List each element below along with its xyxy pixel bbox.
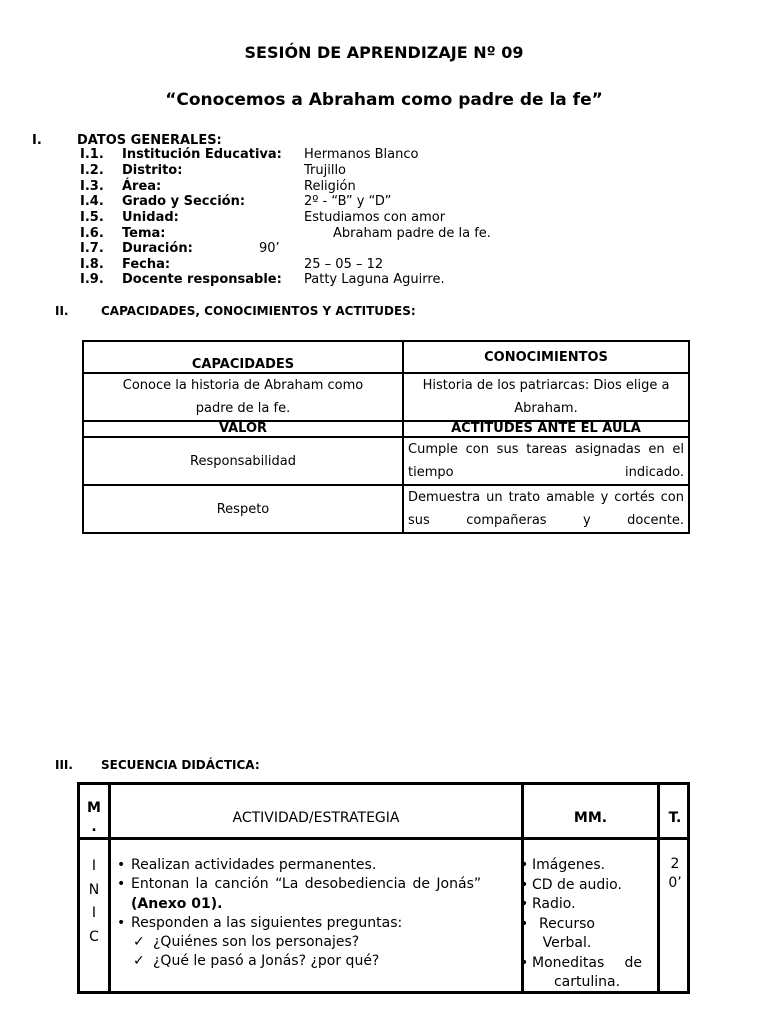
datos-row-value: Patty Laguna Aguirre.: [304, 272, 445, 287]
check-icon: ✓: [133, 934, 145, 950]
header-valor: VALOR: [83, 421, 403, 437]
moment-letters: [80, 855, 108, 949]
header-actividad: ACTIVIDAD/ESTRATEGIA: [232, 810, 400, 826]
datos-row-number: I.7.: [80, 241, 104, 256]
actitud-cell: Cumple con sus tareas asignadas en el tiempo indicado.: [403, 437, 689, 485]
datos-row-number: I.2.: [80, 163, 104, 178]
time-line: 2: [670, 856, 680, 872]
datos-row-label: Grado y Sección:: [122, 194, 246, 209]
datos-row: [80, 257, 540, 273]
activity-item: • Realizan actividades permanentes.: [117, 856, 515, 875]
moment-letter: C: [89, 928, 99, 945]
material-item: Imágenes.: [532, 857, 606, 873]
datos-row: [80, 147, 540, 163]
capacidad-cell: Conoce la historia de Abraham como padre de la fe.: [83, 373, 403, 421]
datos-row: [80, 210, 540, 226]
datos-row-value: Religión: [304, 179, 356, 194]
secuencia-table: [77, 782, 690, 994]
header-capacidades: CAPACIDADES: [83, 341, 403, 373]
valor-cell: Responsabilidad: [83, 437, 403, 485]
datos-row-value: 25 – 05 – 12: [304, 257, 384, 272]
datos-row: [80, 241, 540, 257]
datos-row-number: I.8.: [80, 257, 104, 272]
datos-row-label: Docente responsable:: [122, 272, 282, 287]
moment-letter: I: [91, 858, 97, 874]
moment-letter: N: [88, 881, 100, 898]
datos-row-label: Duración:: [122, 241, 193, 256]
capacidades-table: [82, 340, 690, 534]
question-item: [117, 952, 515, 971]
page-title: SESIÓN DE APRENDIZAJE Nº 09: [244, 43, 524, 62]
datos-row-label: Unidad:: [122, 210, 179, 225]
datos-row: [80, 272, 540, 288]
anexo-label: (Anexo 01).: [131, 896, 223, 912]
section2-number: II.: [55, 304, 69, 318]
material-item: Radio.: [532, 896, 576, 912]
valor-cell: Respeto: [83, 485, 403, 533]
datos-row-label: Fecha:: [122, 257, 171, 272]
datos-row-number: I.9.: [80, 272, 104, 287]
header-mm: MM.: [573, 810, 608, 826]
header-actitudes: ACTITUDES ANTE EL AULA: [403, 421, 689, 437]
datos-row-label: Área:: [122, 179, 162, 194]
header-m: M: [87, 800, 101, 816]
actitud-cell: Demuestra un trato amable y cortés con sus compañeras y docente.: [403, 485, 689, 533]
check-icon: ✓: [133, 953, 145, 969]
datos-row-label: Tema:: [122, 226, 166, 241]
datos-row: [80, 179, 540, 195]
section1-number: I.: [32, 133, 42, 148]
material-item: Recurso Verbal.: [539, 915, 595, 951]
datos-row-number: I.4.: [80, 194, 104, 209]
material-item: Moneditas de cartulina.: [532, 954, 642, 990]
time-cell: [660, 855, 690, 893]
datos-row-label: Distrito:: [122, 163, 183, 178]
question-text: ¿Quiénes son los personajes?: [153, 934, 360, 950]
section2-title: CAPACIDADES, CONOCIMIENTOS Y ACTITUDES:: [101, 304, 416, 318]
time-line: 0’: [668, 875, 682, 891]
header-m-dot: .: [91, 819, 97, 835]
datos-row-label: Institución Educativa:: [122, 147, 282, 162]
question-item: [117, 933, 515, 952]
header-t: T.: [668, 810, 682, 826]
datos-row: [80, 163, 540, 179]
datos-row-value: 2º - “B” y “D”: [304, 194, 392, 209]
activity-item: • Entonan la canción “La desobediencia de Jonás”: [117, 875, 515, 894]
section3-number: III.: [55, 758, 73, 772]
section1-title: DATOS GENERALES:: [77, 133, 222, 148]
activity-item: • Responden a las siguientes preguntas:: [117, 914, 515, 933]
section3-title: SECUENCIA DIDÁCTICA:: [101, 758, 260, 772]
datos-row-value: 90’: [259, 241, 280, 256]
datos-row-number: I.6.: [80, 226, 104, 241]
datos-row-value: Estudiamos con amor: [304, 210, 446, 225]
header-conocimientos: CONOCIMIENTOS: [403, 341, 689, 373]
datos-row-value: Trujillo: [304, 163, 347, 178]
datos-row-number: I.1.: [80, 147, 104, 162]
datos-row: [80, 194, 540, 210]
datos-row-value: Hermanos Blanco: [304, 147, 419, 162]
moment-letter: I: [91, 905, 97, 921]
conocimiento-cell: Historia de los patriarcas: Dios elige a Abraham.: [403, 373, 689, 421]
page-subtitle: “Conocemos a Abraham como padre de la fe”: [165, 90, 603, 110]
materials-cell: • Imágenes. • CD de audio. • Radio. • Recurso Verbal. • Moneditas de cartulina.: [520, 856, 653, 993]
activities-cell: [117, 856, 515, 971]
material-item: CD de audio.: [532, 876, 622, 893]
datos-row-number: I.3.: [80, 179, 104, 194]
datos-row: [80, 226, 540, 242]
datos-row-number: I.5.: [80, 210, 104, 225]
datos-row-value: Abraham padre de la fe.: [333, 226, 491, 241]
question-text: ¿Qué le pasó a Jonás? ¿por qué?: [153, 953, 380, 969]
